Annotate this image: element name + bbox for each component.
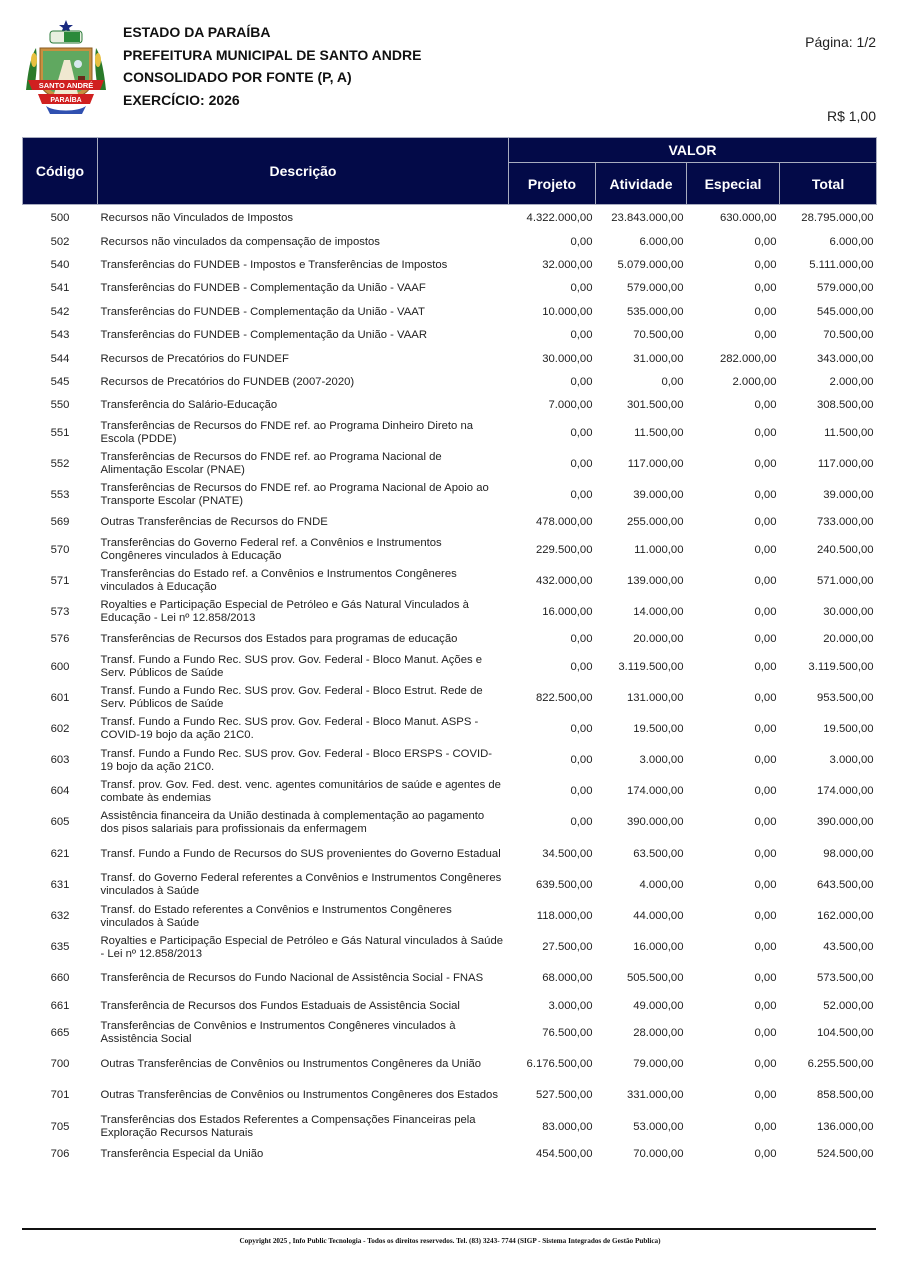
table-row	[23, 994, 877, 1017]
cell-total: 6.000,00	[829, 235, 874, 248]
cell-codigo: 665	[50, 1026, 70, 1039]
cell-total: 20.000,00	[823, 633, 874, 646]
cell-codigo: 569	[50, 516, 70, 529]
cell-codigo: 701	[50, 1089, 70, 1102]
cell-descricao: Transferências dos Estados Referentes a Compensações Financeiras pela Exploração Recursos Naturais	[100, 1114, 476, 1140]
cell-projeto: 0,00	[570, 235, 593, 248]
cell-descricao: Recursos não Vinculados de Impostos	[100, 212, 294, 225]
table-row	[23, 371, 877, 394]
cell-especial: 0,00	[754, 691, 777, 704]
cell-total: 11.500,00	[824, 426, 874, 439]
cell-atividade: 63.500,00	[633, 847, 684, 860]
cell-especial: 0,00	[754, 1026, 777, 1039]
cell-projeto: 34.500,00	[542, 847, 593, 860]
cell-total: 3.000,00	[829, 754, 874, 767]
cell-projeto: 0,00	[570, 660, 593, 673]
cell-especial: 0,00	[754, 235, 777, 248]
cell-codigo: 576	[50, 633, 70, 646]
cell-atividade: 174.000,00	[626, 785, 684, 798]
table-row	[23, 534, 877, 565]
cell-total: 98.000,00	[823, 847, 874, 860]
cell-projeto: 0,00	[570, 785, 593, 798]
cell-especial: 0,00	[754, 999, 777, 1012]
cell-descricao: Transferências do Governo Federal ref. a Convênios e Instrumentos Congêneres vinculados à Educação	[100, 537, 442, 563]
cell-especial: 0,00	[754, 785, 777, 798]
table-row	[23, 1080, 877, 1111]
cell-atividade: 331.000,00	[626, 1089, 684, 1102]
table-row	[23, 324, 877, 347]
cell-codigo: 550	[50, 399, 70, 412]
cell-total: 19.500,00	[823, 722, 874, 735]
cell-projeto: 30.000,00	[542, 352, 593, 365]
column-header-atividade: Atividade	[596, 163, 687, 205]
cell-descricao: Transferência do Salário-Educação	[100, 399, 278, 412]
table-row	[23, 449, 877, 480]
table-row	[23, 230, 877, 253]
table-row	[23, 1111, 877, 1142]
report-title: CONSOLIDADO POR FONTE (P, A)	[123, 69, 352, 85]
municipal-coat-of-arms-icon	[20, 18, 112, 116]
cell-atividade: 139.000,00	[626, 574, 684, 587]
cell-descricao: Transferências de Recursos do FNDE ref. ao Programa Nacional de Alimentação Escolar (PNAE)	[100, 451, 442, 477]
cell-descricao: Transf. Fundo a Fundo Rec. SUS prov. Gov. Federal - Bloco Estrut. Rede de Serv. Públicos de Saúde	[100, 685, 483, 711]
cell-projeto: 118.000,00	[536, 910, 593, 923]
cell-projeto: 27.500,00	[542, 941, 593, 954]
cell-descricao: Outras Transferências de Convênios ou Instrumentos Congêneres da União	[100, 1058, 482, 1071]
cell-especial: 0,00	[754, 660, 777, 673]
cell-codigo: 553	[50, 488, 70, 501]
cell-especial: 0,00	[754, 305, 777, 318]
cell-projeto: 83.000,00	[542, 1120, 593, 1133]
cell-projeto: 0,00	[570, 488, 593, 501]
cell-atividade: 505.500,00	[626, 972, 684, 985]
cell-projeto: 16.000,00	[542, 605, 593, 618]
cell-descricao: Royalties e Participação Especial de Petróleo e Gás Natural Vinculados à Educação - Lei nº 12.858/2013	[100, 599, 469, 625]
cell-descricao: Transferências de Recursos do FNDE ref. ao Programa Dinheiro Direto na Escola (PDDE)	[100, 420, 474, 446]
cell-atividade: 11.000,00	[634, 543, 684, 556]
table-row	[23, 347, 877, 370]
cell-atividade: 535.000,00	[626, 305, 684, 318]
cell-especial: 0,00	[754, 722, 777, 735]
cell-descricao: Royalties e Participação Especial de Petróleo e Gás Natural vinculados à Saúde - Lei nº 12.858/2013	[100, 934, 504, 960]
table-row	[23, 745, 877, 776]
cell-codigo: 661	[50, 999, 70, 1012]
cell-descricao: Transferências de Recursos do FNDE ref. ao Programa Nacional de Apoio ao Transporte Escolar (PNATE)	[100, 482, 489, 508]
table-row	[23, 807, 877, 838]
table-row	[23, 277, 877, 300]
cell-atividade: 5.079.000,00	[617, 258, 684, 271]
cell-projeto: 229.500,00	[535, 543, 593, 556]
cell-especial: 0,00	[754, 972, 777, 985]
cell-atividade: 3.119.500,00	[618, 660, 684, 673]
cell-projeto: 3.000,00	[548, 999, 593, 1012]
cell-codigo: 540	[50, 258, 70, 271]
cell-especial: 0,00	[754, 816, 777, 829]
cell-projeto: 0,00	[570, 457, 593, 470]
cell-atividade: 390.000,00	[626, 816, 684, 829]
cell-atividade: 39.000,00	[633, 488, 684, 501]
cell-total: 308.500,00	[816, 399, 874, 412]
column-header-especial: Especial	[687, 163, 780, 205]
cell-codigo: 601	[50, 691, 70, 704]
cell-especial: 0,00	[754, 1058, 777, 1071]
budget-by-source-table	[22, 137, 877, 1166]
cell-projeto: 478.000,00	[535, 516, 593, 529]
cell-atividade: 14.000,00	[633, 605, 684, 618]
svg-text:SANTO ANDRÉ: SANTO ANDRÉ	[38, 81, 94, 90]
cell-total: 136.000,00	[816, 1120, 874, 1133]
cell-projeto: 10.000,00	[542, 305, 593, 318]
cell-descricao: Transf. Fundo a Fundo Rec. SUS prov. Gov. Federal - Bloco ERSPS - COVID-19 bojo da ação 21C0.	[100, 747, 493, 773]
cell-total: 579.000,00	[816, 282, 874, 295]
cell-atividade: 131.000,00	[626, 691, 684, 704]
cell-codigo: 541	[50, 282, 70, 295]
table-row	[23, 394, 877, 417]
cell-atividade: 23.843.000,00	[611, 212, 684, 225]
cell-total: 117.000,00	[817, 457, 874, 470]
cell-total: 571.000,00	[816, 574, 874, 587]
cell-projeto: 639.500,00	[535, 878, 593, 891]
table-row	[23, 301, 877, 324]
table-row	[23, 254, 877, 277]
cell-especial: 630.000,00	[719, 212, 777, 225]
cell-total: 3.119.500,00	[808, 660, 874, 673]
cell-projeto: 32.000,00	[542, 258, 593, 271]
cell-especial: 0,00	[754, 941, 777, 954]
table-row	[23, 1143, 877, 1166]
cell-total: 643.500,00	[816, 878, 874, 891]
cell-especial: 0,00	[754, 910, 777, 923]
cell-total: 573.500,00	[816, 972, 874, 985]
cell-descricao: Transferências do FUNDEB - Complementação da União - VAAF	[100, 282, 426, 295]
cell-descricao: Transferência Especial da União	[100, 1147, 264, 1160]
cell-descricao: Transf. do Governo Federal referentes a Convênios e Instrumentos Congêneres vinculados à Saúde	[100, 872, 502, 898]
cell-codigo: 543	[50, 329, 70, 342]
svg-text:PARAÍBA: PARAÍBA	[50, 97, 82, 104]
cell-projeto: 0,00	[570, 754, 593, 767]
cell-atividade: 255.000,00	[626, 516, 684, 529]
cell-descricao: Transferências de Recursos dos Estados para programas de educação	[100, 633, 458, 646]
cell-descricao: Recursos não vinculados da compensação de impostos	[100, 235, 380, 248]
cell-projeto: 0,00	[570, 633, 593, 646]
cell-total: 70.500,00	[823, 329, 874, 342]
cell-descricao: Transferência de Recursos dos Fundos Estaduais de Assistência Social	[100, 999, 460, 1012]
cell-projeto: 4.322.000,00	[526, 212, 593, 225]
cell-especial: 0,00	[754, 1089, 777, 1102]
cell-codigo: 573	[50, 605, 70, 618]
cell-codigo: 660	[50, 972, 70, 985]
cell-atividade: 6.000,00	[639, 235, 684, 248]
table-row	[23, 205, 877, 231]
cell-especial: 0,00	[754, 426, 777, 439]
cell-descricao: Transf. Fundo a Fundo Rec. SUS prov. Gov. Federal - Bloco Manut. ASPS - COVID-19 bojo da ação 21C0.	[100, 716, 479, 742]
cell-especial: 0,00	[754, 258, 777, 271]
cell-total: 953.500,00	[816, 691, 874, 704]
cell-projeto: 0,00	[570, 722, 593, 735]
cell-descricao: Transf. Fundo a Fundo de Recursos do SUS provenientes do Governo Estadual	[100, 847, 501, 860]
cell-atividade: 301.500,00	[626, 399, 684, 412]
cell-total: 104.500,00	[816, 1026, 874, 1039]
cell-total: 5.111.000,00	[809, 258, 874, 271]
cell-atividade: 20.000,00	[633, 633, 684, 646]
fiscal-year: EXERCÍCIO: 2026	[123, 91, 240, 108]
cell-codigo: 632	[50, 910, 70, 923]
table-row	[23, 963, 877, 994]
cell-projeto: 76.500,00	[542, 1026, 593, 1039]
cell-descricao: Transferências do FUNDEB - Complementação da União - VAAT	[100, 305, 425, 318]
cell-especial: 0,00	[754, 574, 777, 587]
cell-especial: 0,00	[754, 488, 777, 501]
cell-codigo: 600	[50, 660, 70, 673]
cell-atividade: 53.000,00	[633, 1120, 684, 1133]
cell-especial: 0,00	[754, 329, 777, 342]
cell-total: 524.500,00	[816, 1147, 874, 1160]
cell-codigo: 500	[50, 212, 70, 225]
table-row	[23, 480, 877, 511]
cell-codigo: 635	[50, 941, 70, 954]
table-row	[23, 597, 877, 628]
cell-atividade: 19.500,00	[633, 722, 684, 735]
cell-projeto: 0,00	[570, 426, 593, 439]
cell-projeto: 822.500,00	[535, 691, 593, 704]
cell-descricao: Assistência financeira da União destinada à complementação ao pagamento dos pisos salariais para profissionais da enfermagem	[100, 809, 485, 835]
cell-total: 240.500,00	[816, 543, 874, 556]
column-header-total: Total	[780, 163, 877, 205]
cell-projeto: 0,00	[570, 816, 593, 829]
table-row	[23, 932, 877, 963]
cell-descricao: Outras Transferências de Convênios ou Instrumentos Congêneres dos Estados	[100, 1089, 498, 1102]
cell-descricao: Transferências do FUNDEB - Impostos e Transferências de Impostos	[100, 258, 448, 271]
table-row	[23, 839, 877, 870]
cell-total: 39.000,00	[823, 488, 874, 501]
cell-especial: 0,00	[754, 605, 777, 618]
cell-descricao: Transf. Fundo a Fundo Rec. SUS prov. Gov. Federal - Bloco Manut. Ações e Serv. Públicos de Saúde	[100, 654, 483, 680]
cell-especial: 0,00	[754, 754, 777, 767]
table-row	[23, 418, 877, 449]
cell-total: 30.000,00	[823, 605, 874, 618]
cell-especial: 0,00	[754, 633, 777, 646]
cell-projeto: 7.000,00	[548, 399, 593, 412]
cell-projeto: 527.500,00	[535, 1089, 593, 1102]
table-row	[23, 776, 877, 807]
cell-total: 174.000,00	[816, 785, 874, 798]
footer-divider	[22, 1228, 876, 1230]
state-name: ESTADO DA PARAÍBA	[123, 24, 271, 40]
cell-descricao: Recursos de Precatórios do FUNDEF	[100, 352, 289, 365]
currency-unit: R$ 1,00	[826, 108, 876, 124]
cell-descricao: Transferência de Recursos do Fundo Nacional de Assistência Social - FNAS	[100, 972, 484, 985]
report-header	[123, 21, 421, 111]
cell-atividade: 16.000,00	[633, 941, 684, 954]
cell-atividade: 117.000,00	[627, 457, 684, 470]
cell-atividade: 28.000,00	[633, 1026, 684, 1039]
cell-descricao: Recursos de Precatórios do FUNDEB (2007-2020)	[100, 375, 355, 388]
cell-projeto: 68.000,00	[542, 972, 593, 985]
cell-total: 858.500,00	[816, 1089, 874, 1102]
table-body	[23, 205, 877, 1167]
table-row	[23, 1049, 877, 1080]
cell-total: 733.000,00	[816, 516, 874, 529]
cell-projeto: 432.000,00	[535, 574, 593, 587]
cell-especial: 282.000,00	[719, 352, 777, 365]
cell-descricao: Outras Transferências de Recursos do FNDE	[100, 516, 328, 529]
cell-especial: 0,00	[754, 1120, 777, 1133]
column-header-projeto: Projeto	[509, 163, 596, 205]
cell-codigo: 502	[50, 235, 70, 248]
cell-total: 28.795.000,00	[801, 212, 874, 225]
municipality-name: PREFEITURA MUNICIPAL DE SANTO ANDRE	[123, 46, 422, 63]
table-row	[23, 714, 877, 745]
cell-atividade: 44.000,00	[633, 910, 684, 923]
cell-projeto: 454.500,00	[535, 1147, 593, 1160]
cell-total: 2.000,00	[829, 375, 874, 388]
cell-codigo: 706	[50, 1147, 70, 1160]
cell-codigo: 545	[50, 375, 70, 388]
table-row	[23, 901, 877, 932]
cell-codigo: 551	[50, 426, 70, 439]
cell-atividade: 0,00	[661, 375, 684, 388]
cell-especial: 0,00	[754, 1147, 777, 1160]
table-row	[23, 628, 877, 651]
table-row	[23, 566, 877, 597]
cell-codigo: 700	[50, 1058, 70, 1071]
table-row	[23, 1018, 877, 1049]
cell-especial: 0,00	[754, 516, 777, 529]
cell-codigo: 605	[50, 816, 70, 829]
cell-total: 343.000,00	[816, 352, 874, 365]
cell-descricao: Transferências do FUNDEB - Complementação da União - VAAR	[100, 329, 427, 342]
cell-atividade: 11.500,00	[634, 426, 684, 439]
cell-total: 390.000,00	[816, 816, 874, 829]
cell-atividade: 3.000,00	[639, 754, 684, 767]
table-row	[23, 651, 877, 682]
cell-total: 545.000,00	[816, 305, 874, 318]
cell-especial: 0,00	[754, 399, 777, 412]
cell-total: 43.500,00	[823, 941, 874, 954]
cell-descricao: Transf. prov. Gov. Fed. dest. venc. agentes comunitários de saúde e agentes de combate às endemias	[100, 778, 501, 804]
cell-especial: 0,00	[754, 878, 777, 891]
cell-codigo: 705	[50, 1120, 70, 1133]
cell-codigo: 544	[50, 352, 70, 365]
cell-projeto: 0,00	[570, 329, 593, 342]
cell-especial: 0,00	[754, 282, 777, 295]
cell-atividade: 4.000,00	[639, 878, 684, 891]
cell-codigo: 570	[50, 543, 70, 556]
cell-projeto: 0,00	[570, 282, 593, 295]
cell-atividade: 579.000,00	[626, 282, 684, 295]
cell-descricao: Transferências de Convênios e Instrumentos Congêneres vinculados à Assistência Social	[100, 1020, 456, 1046]
cell-atividade: 31.000,00	[633, 352, 684, 365]
cell-codigo: 603	[50, 754, 70, 767]
cell-total: 52.000,00	[823, 999, 874, 1012]
cell-projeto: 6.176.500,00	[526, 1058, 593, 1071]
cell-codigo: 571	[50, 574, 70, 587]
cell-descricao: Transf. do Estado referentes a Convênios e Instrumentos Congêneres vinculados à Saúde	[100, 903, 452, 929]
cell-especial: 0,00	[754, 457, 777, 470]
cell-codigo: 602	[50, 722, 70, 735]
column-header-codigo: Código	[23, 138, 98, 205]
table-row	[23, 511, 877, 534]
cell-codigo: 542	[50, 305, 70, 318]
cell-codigo: 552	[50, 457, 70, 470]
cell-codigo: 604	[50, 785, 70, 798]
cell-especial: 0,00	[754, 847, 777, 860]
column-header-descricao: Descrição	[98, 138, 509, 205]
cell-atividade: 70.000,00	[633, 1147, 684, 1160]
table-row	[23, 683, 877, 714]
copyright-notice: Copyright 2025 , Info Public Tecnologia - Todos os direitos reservedos. Tel. (83) 3243- 7744 (SIGP - Sistema Integrados de Gestão Publica)	[239, 1237, 661, 1245]
cell-codigo: 621	[50, 847, 70, 860]
cell-atividade: 49.000,00	[633, 999, 684, 1012]
table-row	[23, 870, 877, 901]
cell-descricao: Transferências do Estado ref. a Convênios e Instrumentos Congêneres vinculados à Educação	[100, 568, 457, 594]
cell-especial: 2.000,00	[732, 375, 777, 388]
cell-projeto: 0,00	[570, 375, 593, 388]
cell-total: 162.000,00	[816, 910, 874, 923]
column-group-valor: VALOR	[509, 138, 877, 163]
cell-codigo: 631	[50, 878, 70, 891]
cell-especial: 0,00	[754, 543, 777, 556]
cell-atividade: 79.000,00	[633, 1058, 684, 1071]
cell-atividade: 70.500,00	[633, 329, 684, 342]
cell-total: 6.255.500,00	[807, 1058, 874, 1071]
page-number: Página: 1/2	[805, 34, 876, 50]
